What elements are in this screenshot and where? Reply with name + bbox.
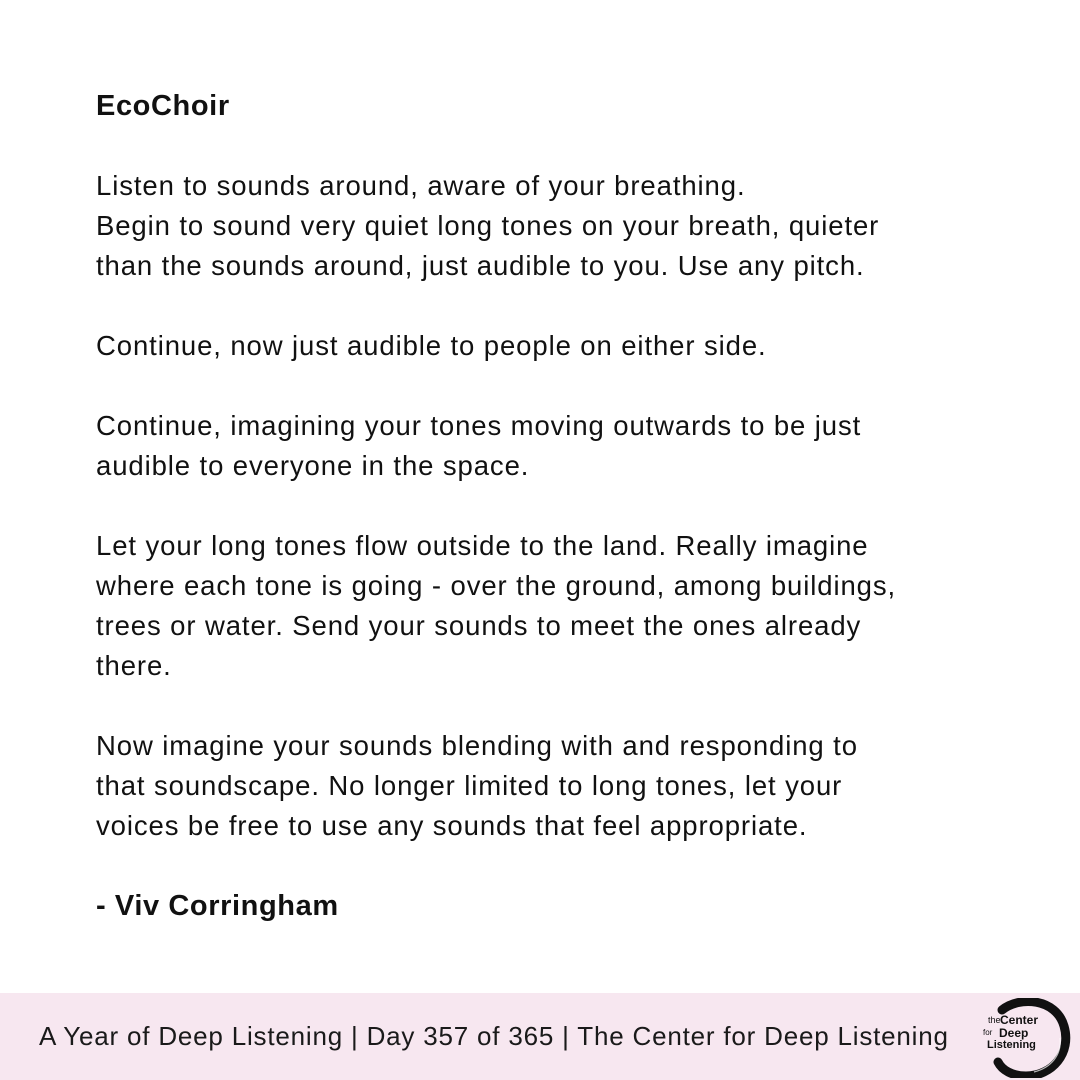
logo-text-for: for (983, 1028, 993, 1037)
text-line: there. (96, 650, 172, 681)
paragraph-4 (96, 526, 1016, 686)
instruction-text (96, 86, 1016, 926)
text-line: Now imagine your sounds blending with and responding to (96, 730, 858, 761)
logo-text-deep: Deep (999, 1026, 1029, 1040)
logo-text-the: the (988, 1015, 1001, 1025)
footer-caption: A Year of Deep Listening | Day 357 of 365 | The Center for Deep Listening (39, 1021, 949, 1051)
text-line: Let your long tones flow outside to the land. Really imagine (96, 530, 869, 561)
text-line: where each tone is going - over the ground, among buildings, (96, 570, 897, 601)
text-line: trees or water. Send your sounds to meet the ones already (96, 610, 862, 641)
text-line: that soundscape. No longer limited to long tones, let your (96, 770, 843, 801)
center-for-deep-listening-logo (974, 998, 1074, 1078)
paragraph-2 (96, 326, 1016, 366)
logo-text-center: Center (1000, 1013, 1039, 1027)
text-line: than the sounds around, just audible to you. Use any pitch. (96, 250, 865, 281)
text-line: Begin to sound very quiet long tones on your breath, quieter (96, 210, 880, 241)
text-line: Continue, now just audible to people on either side. (96, 330, 767, 361)
paragraph-1 (96, 166, 1016, 286)
text-line: voices be free to use any sounds that feel appropriate. (96, 810, 808, 841)
author-credit: - Viv Corringham (96, 890, 339, 922)
text-line: audible to everyone in the space. (96, 450, 530, 481)
text-line: Continue, imagining your tones moving outwards to be just (96, 410, 862, 441)
paragraph-3 (96, 406, 1016, 486)
page-title: EcoChoir (96, 90, 230, 122)
logo-text-listening: Listening (987, 1039, 1036, 1051)
paragraph-5 (96, 726, 1016, 846)
text-line: Listen to sounds around, aware of your breathing. (96, 170, 746, 201)
footer-bar (0, 993, 1080, 1080)
